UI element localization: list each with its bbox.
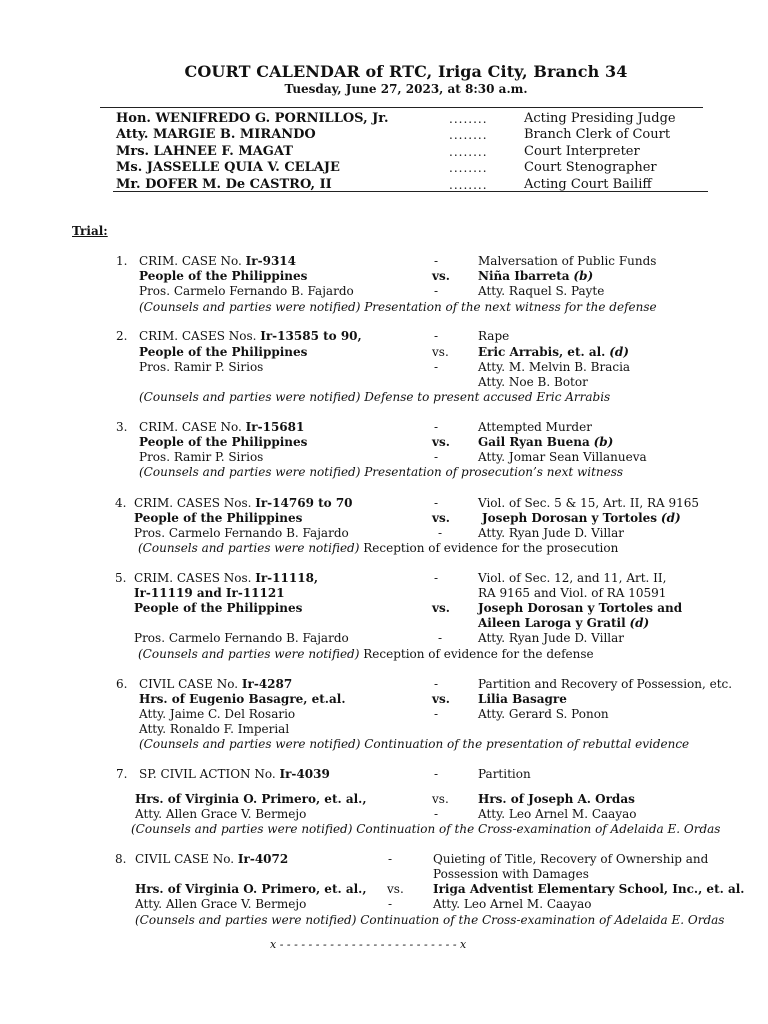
separator-dash: - xyxy=(388,852,393,866)
defendant: Iriga Adventist Elementary School, Inc., et. al. xyxy=(433,882,745,896)
case-note: (Counsels and parties were notified) Presentation of prosecution’s next witness xyxy=(139,465,624,479)
case-note: (Counsels and parties were notified) Continuation of the Cross-examination of Adelaida E. Ordas xyxy=(135,913,725,927)
versus-label: vs. xyxy=(387,882,404,896)
case-title xyxy=(139,420,304,435)
separator-dash: - xyxy=(438,631,443,645)
plaintiff: Hrs. of Virginia O. Primero, et. al., xyxy=(135,792,367,806)
prosecutor: Pros. Ramir P. Sirios xyxy=(139,450,264,464)
staff-row xyxy=(116,160,716,176)
defendant-status: (b) xyxy=(573,269,594,283)
docket-number: Ir-14769 to 70 xyxy=(255,496,353,510)
top-rule xyxy=(100,107,703,108)
case-note: (Counsels and parties were notified) Reception of evidence for the defense xyxy=(138,647,594,661)
case-note: (Counsels and parties were notified) Presentation of the next witness for the defense xyxy=(139,300,657,314)
staff-leader-dots: ........ xyxy=(449,144,488,159)
plaintiff: People of the Philippines xyxy=(134,601,303,615)
plaintiff-counsel: Atty. Allen Grace V. Bermejo xyxy=(135,897,307,911)
defendant-status: (d) xyxy=(609,345,629,359)
versus-label: vs. xyxy=(432,269,450,283)
case-number: 5. xyxy=(115,571,127,585)
defendant: Gail Ryan Buena xyxy=(478,435,590,449)
versus-label: vs. xyxy=(432,792,449,806)
defendant-status: (b) xyxy=(593,435,614,449)
case-nature: Viol. of Sec. 12, and 11, Art. II, xyxy=(478,571,667,585)
defense-counsel: Atty. M. Melvin B. Bracia xyxy=(478,360,631,374)
defendant: Joseph Dorosan y Tortoles and xyxy=(478,601,683,615)
defendant: Joseph Dorosan y Tortoles xyxy=(482,511,658,525)
staff-row xyxy=(116,144,716,160)
end-marker: x - - - - - - - - - - - - - - - - - - - - - - - - - x xyxy=(270,938,467,951)
staff-name: Hon. WENIFREDO G. PORNILLOS, Jr. xyxy=(116,111,389,126)
case-type: CRIM. CASE No. xyxy=(139,254,246,268)
staff-leader-dots: ........ xyxy=(449,177,488,192)
case-number: 7. xyxy=(116,767,128,781)
case-number: 1. xyxy=(116,254,128,268)
case-title xyxy=(134,571,318,586)
staff-role: Acting Court Bailiff xyxy=(524,176,652,192)
versus-label: vs. xyxy=(432,435,450,449)
defense-counsel: Atty. Leo Arnel M. Caayao xyxy=(478,807,637,821)
separator-dash: - xyxy=(434,254,439,268)
docket-number: Ir-13585 to 90, xyxy=(260,329,362,343)
case-nature: RA 9165 and Viol. of RA 10591 xyxy=(478,586,667,600)
separator-dash: - xyxy=(434,496,439,510)
plaintiff-counsel: Atty. Allen Grace V. Bermejo xyxy=(135,807,307,821)
case-number: 6. xyxy=(116,677,128,691)
staff-name: Mrs. LAHNEE F. MAGAT xyxy=(116,143,293,159)
plaintiff-counsel: Atty. Jaime C. Del Rosario xyxy=(139,707,296,721)
staff-role: Acting Presiding Judge xyxy=(524,111,676,126)
defense-counsel: Atty. Gerard S. Ponon xyxy=(478,707,609,721)
docket-number: Ir-4287 xyxy=(241,677,293,691)
defendant: Aileen Laroga y Gratil xyxy=(478,616,626,630)
case-number: 2. xyxy=(116,329,128,343)
prosecutor: Pros. Carmelo Fernando B. Fajardo xyxy=(134,526,349,540)
case-note: (Counsels and parties were notified) Reception of evidence for the prosecution xyxy=(138,541,619,555)
prosecutor: Pros. Carmelo Fernando B. Fajardo xyxy=(139,284,354,298)
defense-counsel: Atty. Ryan Jude D. Villar xyxy=(478,631,625,645)
case-number: 8. xyxy=(115,852,127,866)
defense-counsel: Atty. Jomar Sean Villanueva xyxy=(478,450,647,464)
case-nature: Possession with Damages xyxy=(433,867,589,881)
case-nature: Quieting of Title, Recovery of Ownership and xyxy=(433,852,709,866)
staff-role: Court Stenographer xyxy=(524,160,657,176)
defense-counsel: Atty. Raquel S. Payte xyxy=(478,284,605,298)
document-title: COURT CALENDAR of RTC, Iriga City, Branch 34 xyxy=(184,62,628,81)
defendant: Eric Arrabis, et. al. xyxy=(478,345,606,359)
case-title xyxy=(139,329,362,344)
versus-label: vs. xyxy=(432,692,450,706)
versus-label: vs. xyxy=(432,511,450,525)
staff-name: Mr. DOFER M. De CASTRO, II xyxy=(116,176,332,192)
case-note: (Counsels and parties were notified) Defense to present accused Eric Arrabis xyxy=(139,390,611,404)
plaintiff: Hrs. of Eugenio Basagre, et.al. xyxy=(139,692,346,706)
separator-dash: - xyxy=(434,571,439,585)
defendant: Lilia Basagre xyxy=(478,692,567,706)
case-title xyxy=(135,852,288,867)
case-number: 4. xyxy=(115,496,127,510)
case-title xyxy=(139,254,296,269)
case-type: CIVIL CASE No. xyxy=(135,852,238,866)
staff-role: Court Interpreter xyxy=(524,143,640,159)
separator-dash: - xyxy=(434,677,439,691)
separator-dash: - xyxy=(438,526,443,540)
case-nature: Partition xyxy=(478,767,531,781)
case-nature: Partition and Recovery of Possession, etc. xyxy=(478,677,733,691)
case-title xyxy=(134,496,353,511)
staff-leader-dots: ........ xyxy=(449,128,488,143)
plaintiff: People of the Philippines xyxy=(139,269,308,283)
docket-number: Ir-4039 xyxy=(279,767,330,781)
case-type: CRIM. CASES Nos. xyxy=(134,571,256,585)
case-type: CRIM. CASES Nos. xyxy=(139,329,261,343)
case-type: SP. CIVIL ACTION No. xyxy=(139,767,280,781)
prosecutor: Pros. Carmelo Fernando B. Fajardo xyxy=(134,631,349,645)
defendant-status: (d) xyxy=(629,616,650,630)
staff-name: Atty. MARGIE B. MIRANDO xyxy=(116,127,316,143)
case-nature: Attempted Murder xyxy=(478,420,592,434)
case-note: (Counsels and parties were notified) Continuation of the Cross-examination of Adelaida E. Ordas xyxy=(131,822,721,836)
prosecutor: Pros. Ramir P. Sirios xyxy=(139,360,264,374)
staff-leader-dots: ........ xyxy=(449,161,488,176)
defense-counsel: Atty. Noe B. Botor xyxy=(478,375,588,389)
staff-leader-dots: ........ xyxy=(449,112,488,126)
case-nature: Rape xyxy=(478,329,510,343)
case-nature: Malversation of Public Funds xyxy=(478,254,657,268)
docket-number: Ir-15681 xyxy=(245,420,305,434)
case-title xyxy=(139,677,292,692)
case-type: CIVIL CASE No. xyxy=(139,677,242,691)
separator-dash: - xyxy=(434,707,439,721)
case-note: (Counsels and parties were notified) Continuation of the presentation of rebuttal evidence xyxy=(139,737,690,751)
case-title xyxy=(139,767,330,782)
docket-number: Ir-11118, xyxy=(255,571,319,585)
section-label-trial: Trial: xyxy=(72,224,108,238)
court-staff-list xyxy=(116,111,716,193)
defendant-status: (d) xyxy=(660,511,681,525)
versus-label: vs. xyxy=(432,601,450,615)
docket-number: Ir-4072 xyxy=(237,852,289,866)
docket-number: Ir-9314 xyxy=(245,254,296,268)
separator-dash: - xyxy=(388,897,393,911)
case-type: CRIM. CASES Nos. xyxy=(134,496,256,510)
defendant: Niña Ibarreta xyxy=(478,269,570,283)
document-date: Tuesday, June 27, 2023, at 8:30 a.m. xyxy=(284,82,528,96)
separator-dash: - xyxy=(434,360,439,374)
plaintiff: Hrs. of Virginia O. Primero, et. al., xyxy=(135,882,367,896)
separator-dash: - xyxy=(434,450,439,464)
staff-row xyxy=(116,127,716,143)
case-type: CRIM. CASE No. xyxy=(139,420,246,434)
separator-dash: - xyxy=(434,807,439,821)
defendant: Hrs. of Joseph A. Ordas xyxy=(478,792,635,806)
case-number: 3. xyxy=(116,420,128,434)
versus-label: vs. xyxy=(432,345,449,359)
separator-dash: - xyxy=(434,329,439,343)
plaintiff: People of the Philippines xyxy=(134,511,303,525)
plaintiff: People of the Philippines xyxy=(139,435,308,449)
defense-counsel: Atty. Leo Arnel M. Caayao xyxy=(433,897,592,911)
separator-dash: - xyxy=(434,767,439,781)
plaintiff-counsel: Atty. Ronaldo F. Imperial xyxy=(139,722,290,736)
staff-name: Ms. JASSELLE QUIA V. CELAJE xyxy=(116,160,340,176)
staff-role: Branch Clerk of Court xyxy=(524,127,671,143)
staff-row xyxy=(116,111,716,127)
docket-number: Ir-11119 and Ir-11121 xyxy=(134,586,285,600)
bottom-rule xyxy=(113,191,708,192)
case-nature: Viol. of Sec. 5 & 15, Art. II, RA 9165 xyxy=(478,496,699,510)
plaintiff: People of the Philippines xyxy=(139,345,308,359)
separator-dash: - xyxy=(434,420,439,434)
defense-counsel: Atty. Ryan Jude D. Villar xyxy=(478,526,625,540)
separator-dash: - xyxy=(434,284,439,298)
